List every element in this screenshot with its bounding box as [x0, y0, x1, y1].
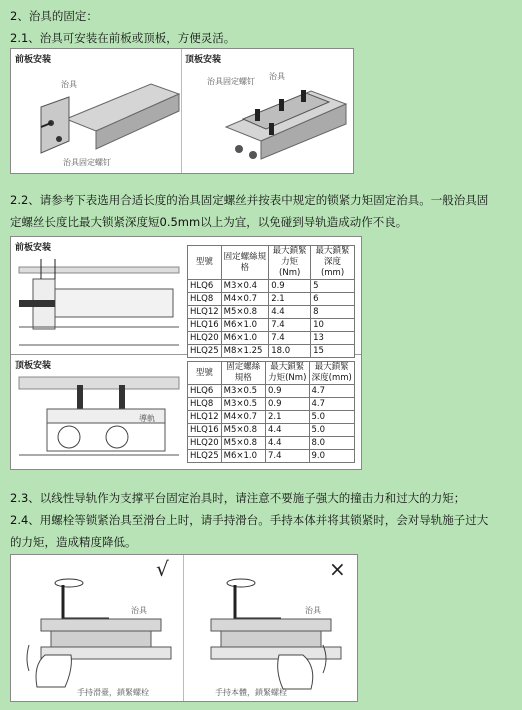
cell: 7.4	[269, 332, 311, 345]
table-row	[188, 332, 355, 345]
front-col-depth: 最大鎖緊深度(mm)	[311, 246, 355, 280]
cell: HLQ25	[188, 345, 222, 358]
table-row	[188, 293, 355, 306]
top-col-depth: 最大鎖緊深度(mm)	[309, 362, 354, 385]
cell: M4×0.7	[221, 411, 265, 424]
cell: 15	[311, 345, 355, 358]
front-section-title: 前板安装	[15, 243, 52, 253]
guide-rail-label: 導軌	[139, 414, 155, 423]
top-col-screw: 固定螺絲規格	[221, 362, 265, 385]
step-2-1-text: 2.1、治具可安装在前板或顶板，方便灵活。	[10, 31, 236, 45]
table-row	[188, 424, 355, 437]
cell: M5×0.8	[221, 437, 265, 450]
cell: 5.0	[309, 424, 354, 437]
top-col-model: 型號	[188, 362, 222, 385]
correct-check-icon: √	[156, 557, 169, 581]
cell: M5×0.8	[221, 306, 269, 319]
spec-figure	[10, 236, 362, 470]
cell: M6×1.0	[221, 450, 265, 463]
front-mount-title: 前板安装	[15, 55, 52, 65]
cell: HLQ6	[188, 385, 222, 398]
top-section-title: 顶板安装	[15, 361, 52, 371]
cell: 8	[311, 306, 355, 319]
mounting-drawing	[11, 49, 353, 173]
left-caption: 手持滑臺，鎖緊螺栓	[77, 688, 149, 697]
cell: M5×0.8	[221, 424, 265, 437]
step-2-3-text: 2.3、以线性导轨作为支撑平台固定治具时，请注意不要施子强大的撞击力和过大的力矩；	[10, 491, 466, 505]
mounting-figure	[10, 48, 354, 174]
cell: M3×0.4	[221, 280, 269, 293]
section-heading: 2、治具的固定：	[10, 9, 98, 23]
front-spec-table	[187, 245, 355, 358]
front-col-torque: 最大鎖緊力矩(Nm)	[269, 246, 311, 280]
tightening-figure	[10, 554, 358, 702]
cell: HLQ8	[188, 293, 222, 306]
top-mount-title: 顶板安装	[185, 55, 222, 65]
cell: HLQ12	[188, 306, 222, 319]
table-row	[188, 450, 355, 463]
cell: M6×1.0	[221, 332, 269, 345]
cell: 8.0	[309, 437, 354, 450]
cell: HLQ20	[188, 332, 222, 345]
cell: 6	[311, 293, 355, 306]
step-2-2-text-line1: 2.2、请参考下表选用合适长度的治具固定螺丝并按表中规定的锁紧力矩固定治具。一般治具固	[10, 193, 489, 207]
top-jig-label: 治具	[269, 72, 285, 81]
left-jig-label: 治具	[131, 606, 147, 615]
table-row	[188, 411, 355, 424]
table-row	[188, 385, 355, 398]
table-row	[188, 437, 355, 450]
cell: HLQ8	[188, 398, 222, 411]
wrong-cross-icon: ×	[329, 557, 346, 581]
right-caption: 手持本體，鎖緊螺栓	[215, 688, 287, 697]
cell: 18.0	[269, 345, 311, 358]
table-row	[188, 306, 355, 319]
cell: 5	[311, 280, 355, 293]
cell: M3×0.5	[221, 385, 265, 398]
cell: 7.4	[269, 319, 311, 332]
step-2-2-text-line2: 定螺丝长度比最大锁紧深度短0.5mm以上为宜，以免碰到导轨造成动作不良。	[10, 215, 408, 229]
cell: 4.4	[265, 437, 309, 450]
cell: HLQ16	[188, 424, 222, 437]
cell: 0.9	[265, 385, 309, 398]
cell: 4.7	[309, 398, 354, 411]
cell: HLQ20	[188, 437, 222, 450]
cell: HLQ6	[188, 280, 222, 293]
table-row	[188, 319, 355, 332]
cell: HLQ25	[188, 450, 222, 463]
step-2-4-text-line1: 2.4、用螺栓等锁紧治具至滑台上时，请手持滑台。手持本体并将其锁紧时，会对导轨施子过大	[10, 513, 489, 527]
cell: 2.1	[265, 411, 309, 424]
front-screw-label: 治具固定螺钉	[63, 158, 111, 167]
cell: HLQ16	[188, 319, 222, 332]
cell: 9.0	[309, 450, 354, 463]
cell: 4.7	[309, 385, 354, 398]
top-spec-table	[187, 361, 355, 463]
cell: 4.4	[269, 306, 311, 319]
cell: 10	[311, 319, 355, 332]
cell: M6×1.0	[221, 319, 269, 332]
front-jig-label: 治具	[61, 80, 77, 89]
cell: M3×0.5	[221, 398, 265, 411]
front-col-model: 型號	[188, 246, 222, 280]
cell: 7.4	[265, 450, 309, 463]
cell: M4×0.7	[221, 293, 269, 306]
step-2-4-text-line2: 的力矩，造成精度降低。	[10, 535, 137, 549]
table-row	[188, 398, 355, 411]
cell: M8×1.25	[221, 345, 269, 358]
tightening-drawing	[11, 555, 357, 701]
right-jig-label: 治具	[305, 606, 321, 615]
table-row	[188, 345, 355, 358]
cell: 2.1	[269, 293, 311, 306]
cell: 4.4	[265, 424, 309, 437]
cell: 13	[311, 332, 355, 345]
cell: 5.0	[309, 411, 354, 424]
top-screw-label: 治具固定螺钉	[207, 77, 255, 86]
cell: 0.9	[269, 280, 311, 293]
top-col-torque: 最大鎖緊力矩(Nm)	[265, 362, 309, 385]
front-col-screw: 固定螺絲規格	[221, 246, 269, 280]
spec-drawing	[11, 237, 186, 469]
cell: HLQ12	[188, 411, 222, 424]
cell: 0.9	[265, 398, 309, 411]
table-row	[188, 280, 355, 293]
